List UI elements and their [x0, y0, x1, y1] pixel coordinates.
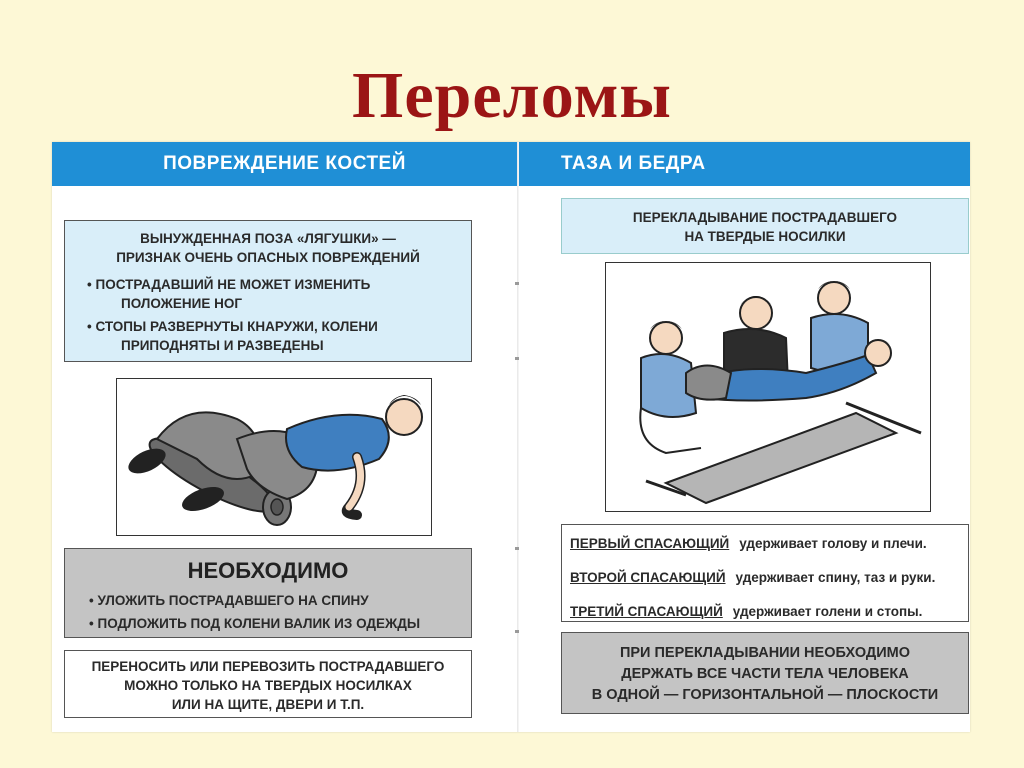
final-box [561, 632, 969, 714]
rescuer-row-2 [570, 569, 960, 587]
rescuer-role-2: ВТОРОЙ СПАСАЮЩИЙ [570, 570, 726, 585]
victim-frog-pose-image [117, 379, 430, 534]
header-left [52, 142, 517, 186]
final-line-1: ПРИ ПЕРЕКЛАДЫВАНИИ НЕОБХОДИМО [619, 645, 911, 661]
transport-line-3: ИЛИ НА ЩИТЕ, ДВЕРИ И Т.П. [171, 697, 365, 712]
rescuer-row-3 [570, 603, 960, 621]
final-line-2: ДЕРЖАТЬ ВСЕ ЧАСТИ ТЕЛА ЧЕЛОВЕКА [621, 666, 909, 682]
necessary-bullet-2: • ПОДЛОЖИТЬ ПОД КОЛЕНИ ВАЛИК ИЗ ОДЕЖДЫ [75, 614, 461, 633]
header-left-text: ПОВРЕЖДЕНИЕ КОСТЕЙ [163, 153, 406, 174]
transfer-line-1: ПЕРЕКЛАДЫВАНИЕ ПОСТРАДАВШЕГО [632, 210, 898, 225]
rescuer-role-3: ТРЕТИЙ СПАСАЮЩИЙ [570, 604, 723, 619]
slide-title: Переломы [352, 59, 672, 132]
rescuers-illustration [605, 262, 931, 512]
transport-line-1: ПЕРЕНОСИТЬ ИЛИ ПЕРЕВОЗИТЬ ПОСТРАДАВШЕГО [91, 659, 445, 674]
transfer-box [561, 198, 969, 254]
rescuer-role-1: ПЕРВЫЙ СПАСАЮЩИЙ [570, 536, 730, 551]
transport-box [64, 650, 472, 718]
transport-line-2: МОЖНО ТОЛЬКО НА ТВЕРДЫХ НОСИЛКАХ [124, 678, 412, 693]
final-line-3: В ОДНОЙ — ГОРИЗОНТАЛЬНОЙ — ПЛОСКОСТИ [591, 687, 939, 703]
poster [52, 142, 970, 732]
frog-pose-box [64, 220, 472, 362]
frog-bullet-1a: • ПОСТРАДАВШИЙ НЕ МОЖЕТ ИЗМЕНИТЬ [73, 275, 463, 294]
header-right-text: ТАЗА И БЕДРА [561, 153, 706, 174]
frog-pose-illustration [116, 378, 432, 536]
rescuers-stretcher-image [606, 263, 929, 510]
rescuer-action-2: удерживает спину, таз и руки. [735, 570, 936, 585]
header-right [519, 142, 970, 186]
necessary-heading: НЕОБХОДИМО [187, 558, 349, 583]
rescuer-roles-box [561, 524, 969, 622]
fold-tick [515, 630, 519, 633]
poster-fold [517, 142, 519, 732]
necessary-bullet-1: • УЛОЖИТЬ ПОСТРАДАВШЕГО НА СПИНУ [75, 591, 461, 610]
necessary-box [64, 548, 472, 638]
frog-bullet-2b: ПРИПОДНЯТЫ И РАЗВЕДЕНЫ [121, 338, 324, 353]
frog-bullet-2a: • СТОПЫ РАЗВЕРНУТЫ КНАРУЖИ, КОЛЕНИ [73, 317, 463, 336]
frog-line-2: ПРИЗНАК ОЧЕНЬ ОПАСНЫХ ПОВРЕЖДЕНИЙ [116, 250, 420, 265]
frog-bullet-1b: ПОЛОЖЕНИЕ НОГ [121, 296, 242, 311]
transfer-line-2: НА ТВЕРДЫЕ НОСИЛКИ [684, 229, 846, 244]
fold-tick [515, 547, 519, 550]
rescuer-row-1 [570, 535, 960, 553]
rescuer-action-3: удерживает голени и стопы. [732, 604, 923, 619]
fold-tick [515, 357, 519, 360]
fold-tick [515, 282, 519, 285]
frog-line-1: ВЫНУЖДЕННАЯ ПОЗА «ЛЯГУШКИ» — [140, 231, 396, 246]
rescuer-action-1: удерживает голову и плечи. [739, 536, 927, 551]
